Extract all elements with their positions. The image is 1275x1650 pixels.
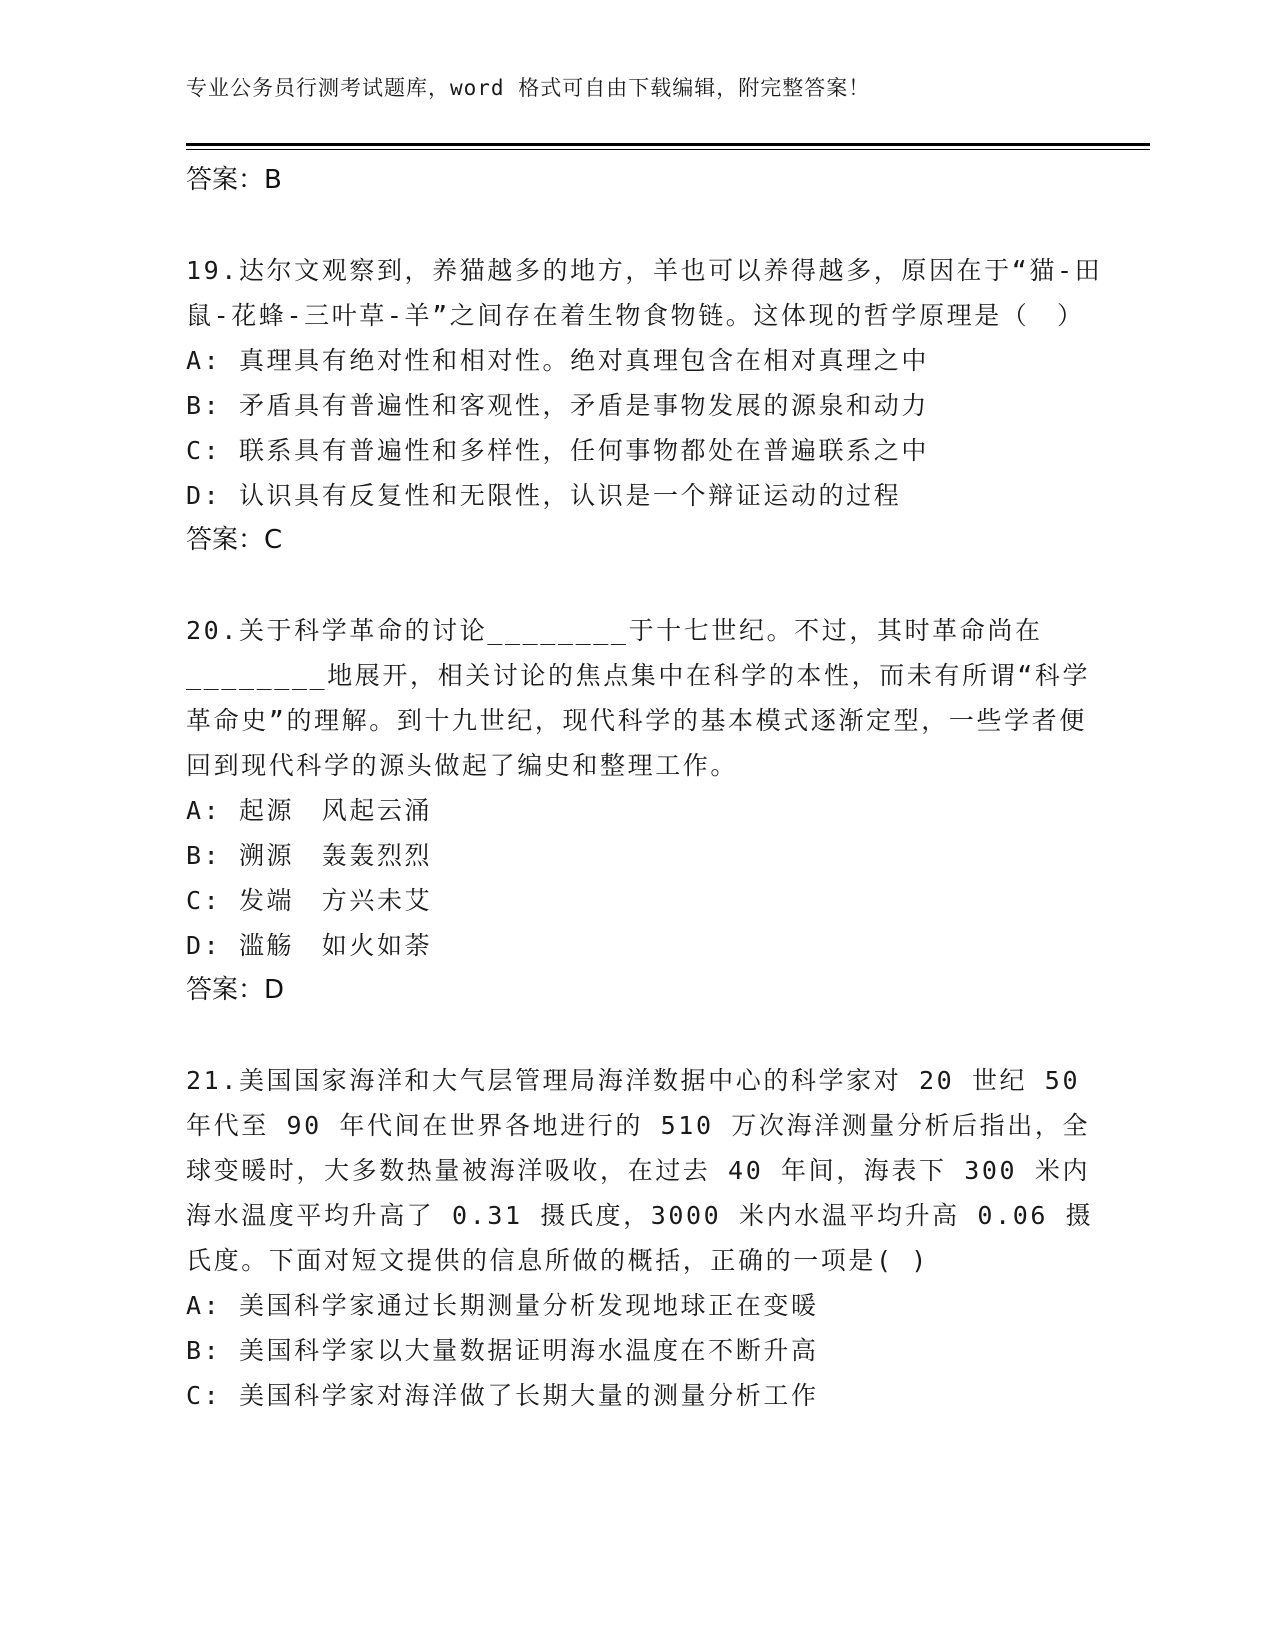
answer-line: [186, 158, 1106, 202]
spacer: [186, 1012, 1106, 1058]
answer-label: 答案：: [186, 525, 265, 555]
option-b: B: 矛盾具有普遍性和客观性，矛盾是事物发展的源泉和动力: [186, 391, 929, 420]
option-d: D: 滥觞 如火如荼: [186, 931, 433, 960]
option-a: A: 起源 风起云涌: [186, 796, 433, 825]
question-list: [186, 158, 1106, 1418]
answer-label: 答案：: [186, 165, 265, 195]
option-a: A: 美国科学家通过长期测量分析发现地球正在变暖: [186, 1291, 819, 1320]
question-text: 19.达尔文观察到，养猫越多的地方，羊也可以养得越多，原因在于“猫-田鼠-花蜂-三叶草-羊”之间存在着生物食物链。这体现的哲学原理是（ ）: [186, 256, 1103, 330]
answer-value: B: [264, 165, 282, 195]
question-20: [186, 608, 1106, 1012]
spacer: [186, 202, 1106, 248]
answer-label: 答案：: [186, 975, 265, 1005]
answer-line: [186, 518, 1106, 562]
option-b: B: 美国科学家以大量数据证明海水温度在不断升高: [186, 1336, 819, 1365]
spacer: [186, 562, 1106, 608]
question-text: 20.关于科学革命的讨论________于十七世纪。不过，其时革命尚在________地展开，相关讨论的焦点集中在科学的本性，而未有所谓“科学革命史”的理解。到十九世纪，现代科学的基本模式逐渐定型，一些学者便回到现代科学的源头做起了编史和整理工作。: [186, 616, 1091, 780]
question-text: 21.美国国家海洋和大气层管理局海洋数据中心的科学家对 20 世纪 50 年代至 90 年代间在世界各地进行的 510 万次海洋测量分析后指出，全球变暖时，大多数热量被海洋吸收，在过去 40 年间，海表下 300 米内海水温度平均升高了 0.31 摄氏度，3000 米内水温平均升高 0.06 摄氏度。下面对短文提供的信息所做的概括，正确的一项是( ): [186, 1066, 1094, 1275]
option-c: C: 联系具有普遍性和多样性，任何事物都处在普遍联系之中: [186, 436, 929, 465]
header-rule-thick: [186, 143, 1150, 146]
option-c: C: 发端 方兴未艾: [186, 886, 433, 915]
option-b: B: 溯源 轰轰烈烈: [186, 841, 433, 870]
option-c: C: 美国科学家对海洋做了长期大量的测量分析工作: [186, 1381, 819, 1410]
option-a: A: 真理具有绝对性和相对性。绝对真理包含在相对真理之中: [186, 346, 929, 375]
question-19: [186, 248, 1106, 562]
page-header: 专业公务员行测考试题库，word 格式可自由下载编辑，附完整答案！: [186, 76, 871, 100]
option-d: D: 认识具有反复性和无限性，认识是一个辩证运动的过程: [186, 481, 902, 510]
answer-value: C: [264, 525, 283, 555]
question-21: [186, 1058, 1106, 1418]
header-rule-thin: [186, 149, 1150, 150]
answer-line: [186, 968, 1106, 1012]
answer-value: D: [264, 975, 285, 1005]
